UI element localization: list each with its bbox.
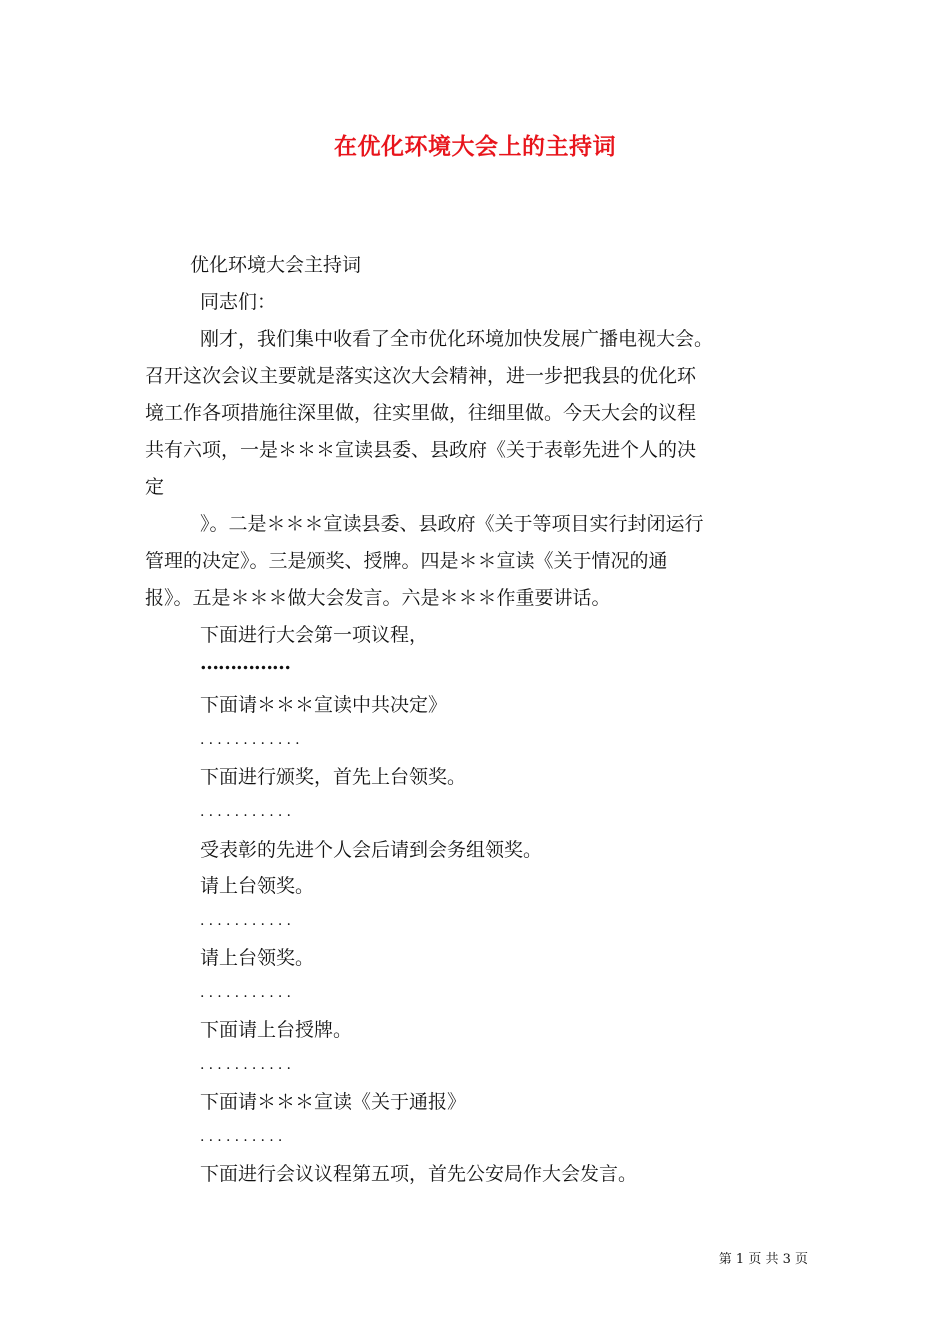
agenda-item-6: 请上台领奖。 [200,947,315,969]
document-title: 在优化环境大会上的主持词 [334,133,616,160]
agenda-item-4: 受表彰的先进个人会后请到会务组领奖。 [200,839,543,861]
document-subtitle: 优化环境大会主持词 [190,254,362,276]
ellipsis-separator-5: ........... [200,985,296,1001]
page-indicator: 第 1 页 共 3 页 [718,1252,808,1267]
paragraph-2-line-2: 管理的决定》。三是颁奖、授牌。四是＊＊宣读《关于情况的通 [145,550,668,572]
ellipsis-separator-1: …………… [200,652,290,674]
ellipsis-separator-4: ........... [200,913,296,929]
paragraph-1-line-4: 共有六项，一是＊＊＊宣读县委、县政府《关于表彰先进个人的决 [145,439,697,461]
agenda-item-7: 下面请上台授牌。 [200,1019,353,1041]
ellipsis-separator-6: ........... [200,1057,296,1073]
paragraph-1-line-2: 召开这次会议主要就是落实这次大会精神，进一步把我县的优化环 [145,365,697,387]
ellipsis-separator-2: ............ [200,732,304,748]
paragraph-1-line-5: 定 [145,476,165,498]
agenda-item-3: 下面进行颁奖，首先上台领奖。 [200,766,467,788]
agenda-item-8: 下面请＊＊＊宣读《关于通报》 [200,1091,467,1113]
paragraph-1-line-3: 境工作各项措施往深里做，往实里做，往细里做。今天大会的议程 [145,402,697,424]
agenda-item-1: 下面进行大会第一项议程， [200,624,429,646]
salutation: 同志们： [200,291,277,313]
paragraph-1-line-1: 刚才，我们集中收看了全市优化环境加快发展广播电视大会。 [200,328,714,350]
agenda-item-9: 下面进行会议议程第五项，首先公安局作大会发言。 [200,1163,638,1185]
paragraph-2-line-1: 》。二是＊＊＊宣读县委、县政府《关于等项目实行封闭运行 [200,513,704,535]
paragraph-2-line-3: 报》。五是＊＊＊做大会发言。六是＊＊＊作重要讲话。 [145,587,611,609]
agenda-item-5: 请上台领奖。 [200,875,315,897]
ellipsis-separator-7: .......... [200,1129,287,1145]
agenda-item-2: 下面请＊＊＊宣读中共决定》 [200,694,448,716]
ellipsis-separator-3: ........... [200,804,296,820]
